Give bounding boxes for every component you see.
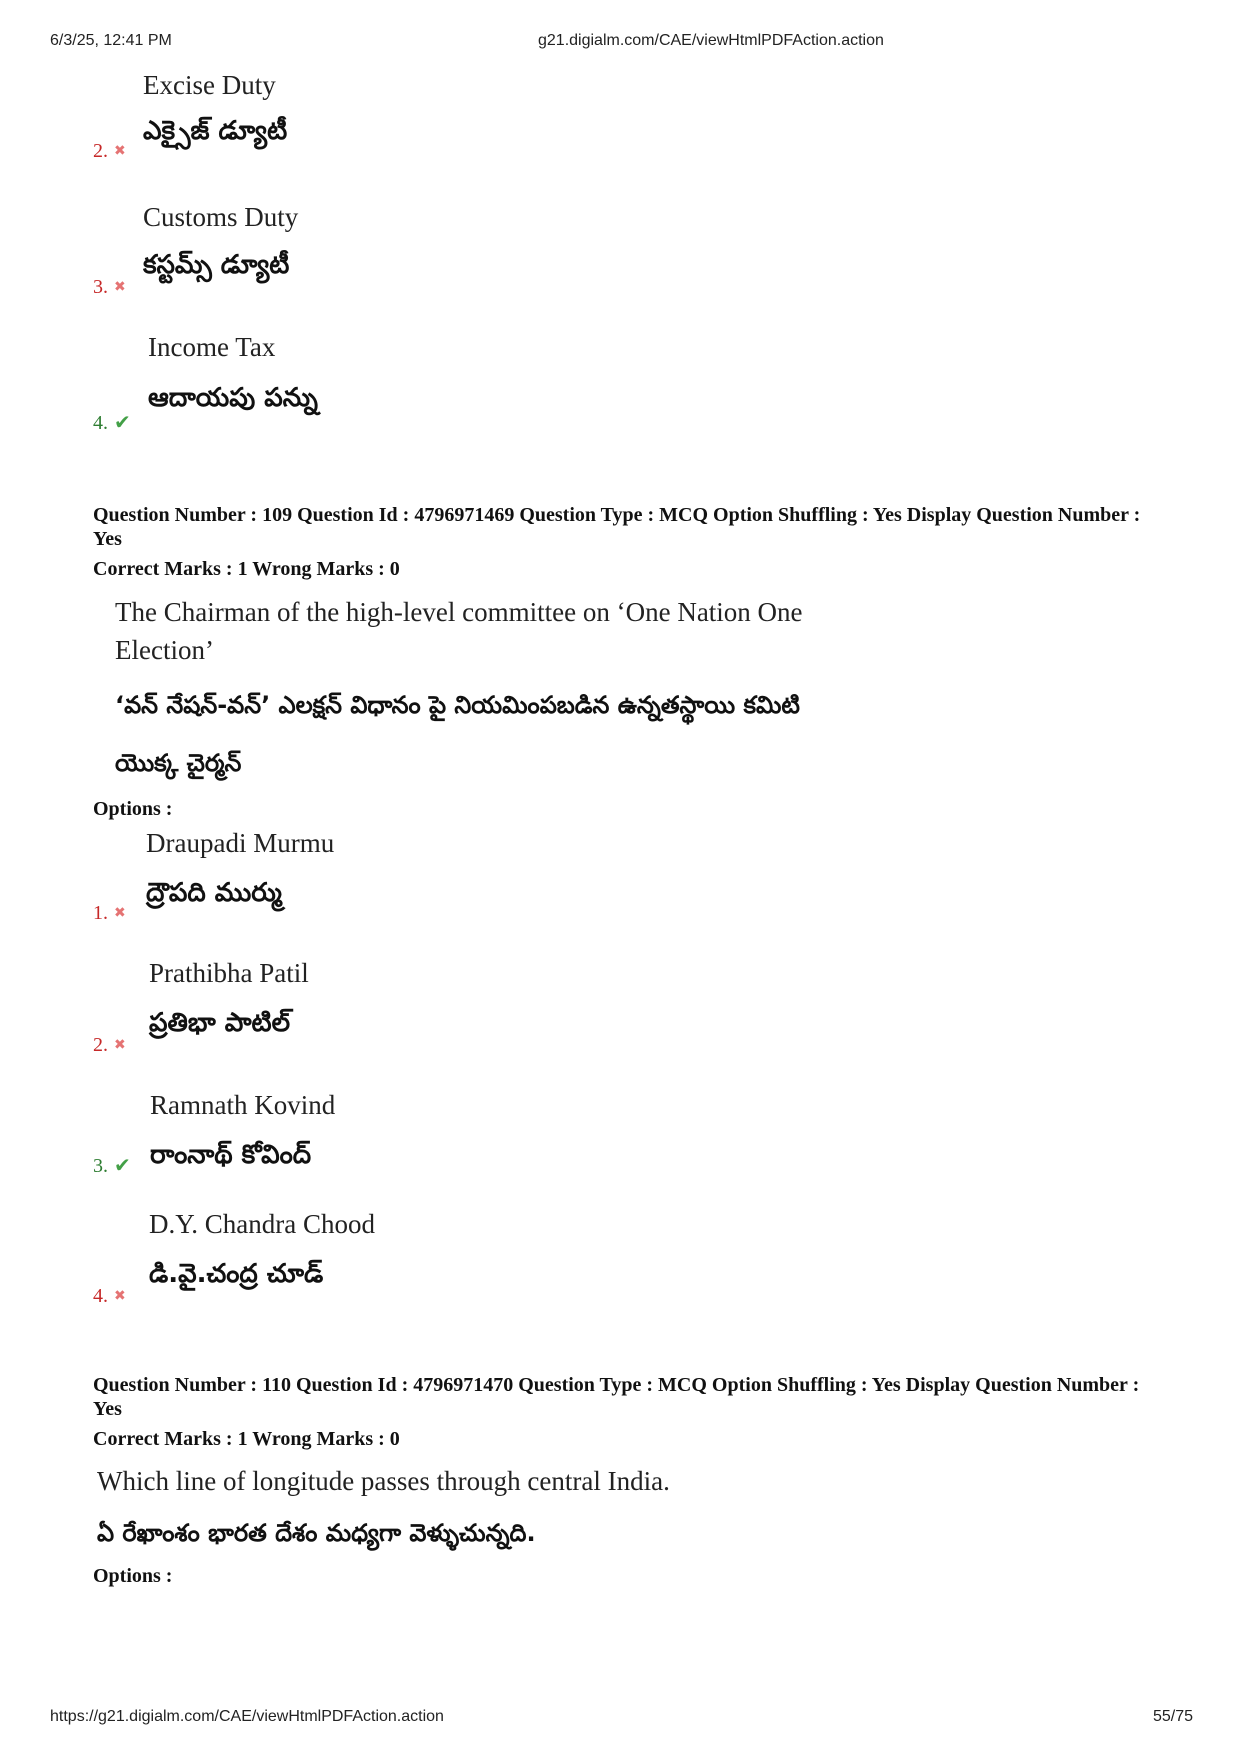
options-label: Options : [93, 798, 173, 820]
option-telugu: రాంనాథ్ కోవింద్ [150, 1140, 312, 1170]
option-english: Excise Duty [143, 70, 276, 100]
correct-check-icon: ✔ [114, 1153, 131, 1177]
question-text-english: The Chairman of the high-level committee on ‘One Nation One [115, 597, 803, 627]
wrong-mark-icon: ✖ [114, 1288, 126, 1304]
option-english: Ramnath Kovind [150, 1090, 336, 1120]
question-text-english: Election’ [115, 635, 214, 665]
option-telugu: ద్రౌపది ముర్ము [146, 878, 282, 908]
option-telugu: ఎక్సైజ్ డ్యూటీ [143, 116, 288, 146]
option-number: 4. ✖ [93, 1285, 126, 1307]
print-footer-url: https://g21.digialm.com/CAE/viewHtmlPDFAction.action [50, 1708, 444, 1725]
question-text-telugu: ‘వన్ నేషన్-వన్’ ఎలక్షన్ విధానం పై నియమింపబడిన ఉన్నతస్థాయి కమిటి [115, 691, 800, 719]
option-english: D.Y. Chandra Chood [149, 1209, 375, 1239]
page-number: 55/75 [1152, 1708, 1193, 1725]
question-meta: Question Number : 109 Question Id : 4796971469 Question Type : MCQ Option Shuffling : Yes Display Question Number : Yes [93, 504, 1141, 550]
question-meta: Question Number : 110 Question Id : 4796971470 Question Type : MCQ Option Shuffling : Yes Display Question Number : Yes [93, 1374, 1140, 1420]
option-english: Prathibha Patil [149, 958, 309, 988]
correct-check-icon: ✔ [114, 410, 131, 434]
print-header-url: g21.digialm.com/CAE/viewHtmlPDFAction.action [538, 32, 884, 49]
question-text-english: Which line of longitude passes through central India. [97, 1466, 670, 1496]
option-number: 2. ✖ [93, 140, 126, 162]
question-text-telugu: ఏ రేఖాంశం భారత దేశం మధ్యగా వెళ్ళుచున్నది. [97, 1519, 536, 1547]
option-number: 3. ✔ [93, 1153, 131, 1177]
print-datetime: 6/3/25, 12:41 PM [50, 32, 172, 49]
option-english: Customs Duty [143, 202, 299, 232]
wrong-mark-icon: ✖ [114, 905, 126, 921]
options-label: Options : [93, 1565, 173, 1587]
question-marks: Correct Marks : 1 Wrong Marks : 0 [93, 558, 400, 580]
option-telugu: కస్టమ్స్ డ్యూటీ [143, 250, 290, 280]
option-telugu: డి.వై.చంద్ర చూడ్ [149, 1259, 324, 1289]
option-number: 2. ✖ [93, 1034, 126, 1056]
option-telugu: ఆదాయపు పన్ను [148, 383, 318, 413]
question-marks: Correct Marks : 1 Wrong Marks : 0 [93, 1428, 400, 1450]
wrong-mark-icon: ✖ [114, 279, 126, 295]
option-english: Draupadi Murmu [146, 828, 335, 858]
option-english: Income Tax [148, 332, 276, 362]
option-telugu: ప్రతిభా పాటిల్ [149, 1008, 291, 1038]
option-number: 4. ✔ [93, 410, 131, 434]
wrong-mark-icon: ✖ [114, 1037, 126, 1053]
option-number: 3. ✖ [93, 276, 126, 298]
wrong-mark-icon: ✖ [114, 143, 126, 159]
question-text-telugu: యొక్క చైర్మన్ [115, 749, 242, 777]
option-number: 1. ✖ [93, 902, 126, 924]
